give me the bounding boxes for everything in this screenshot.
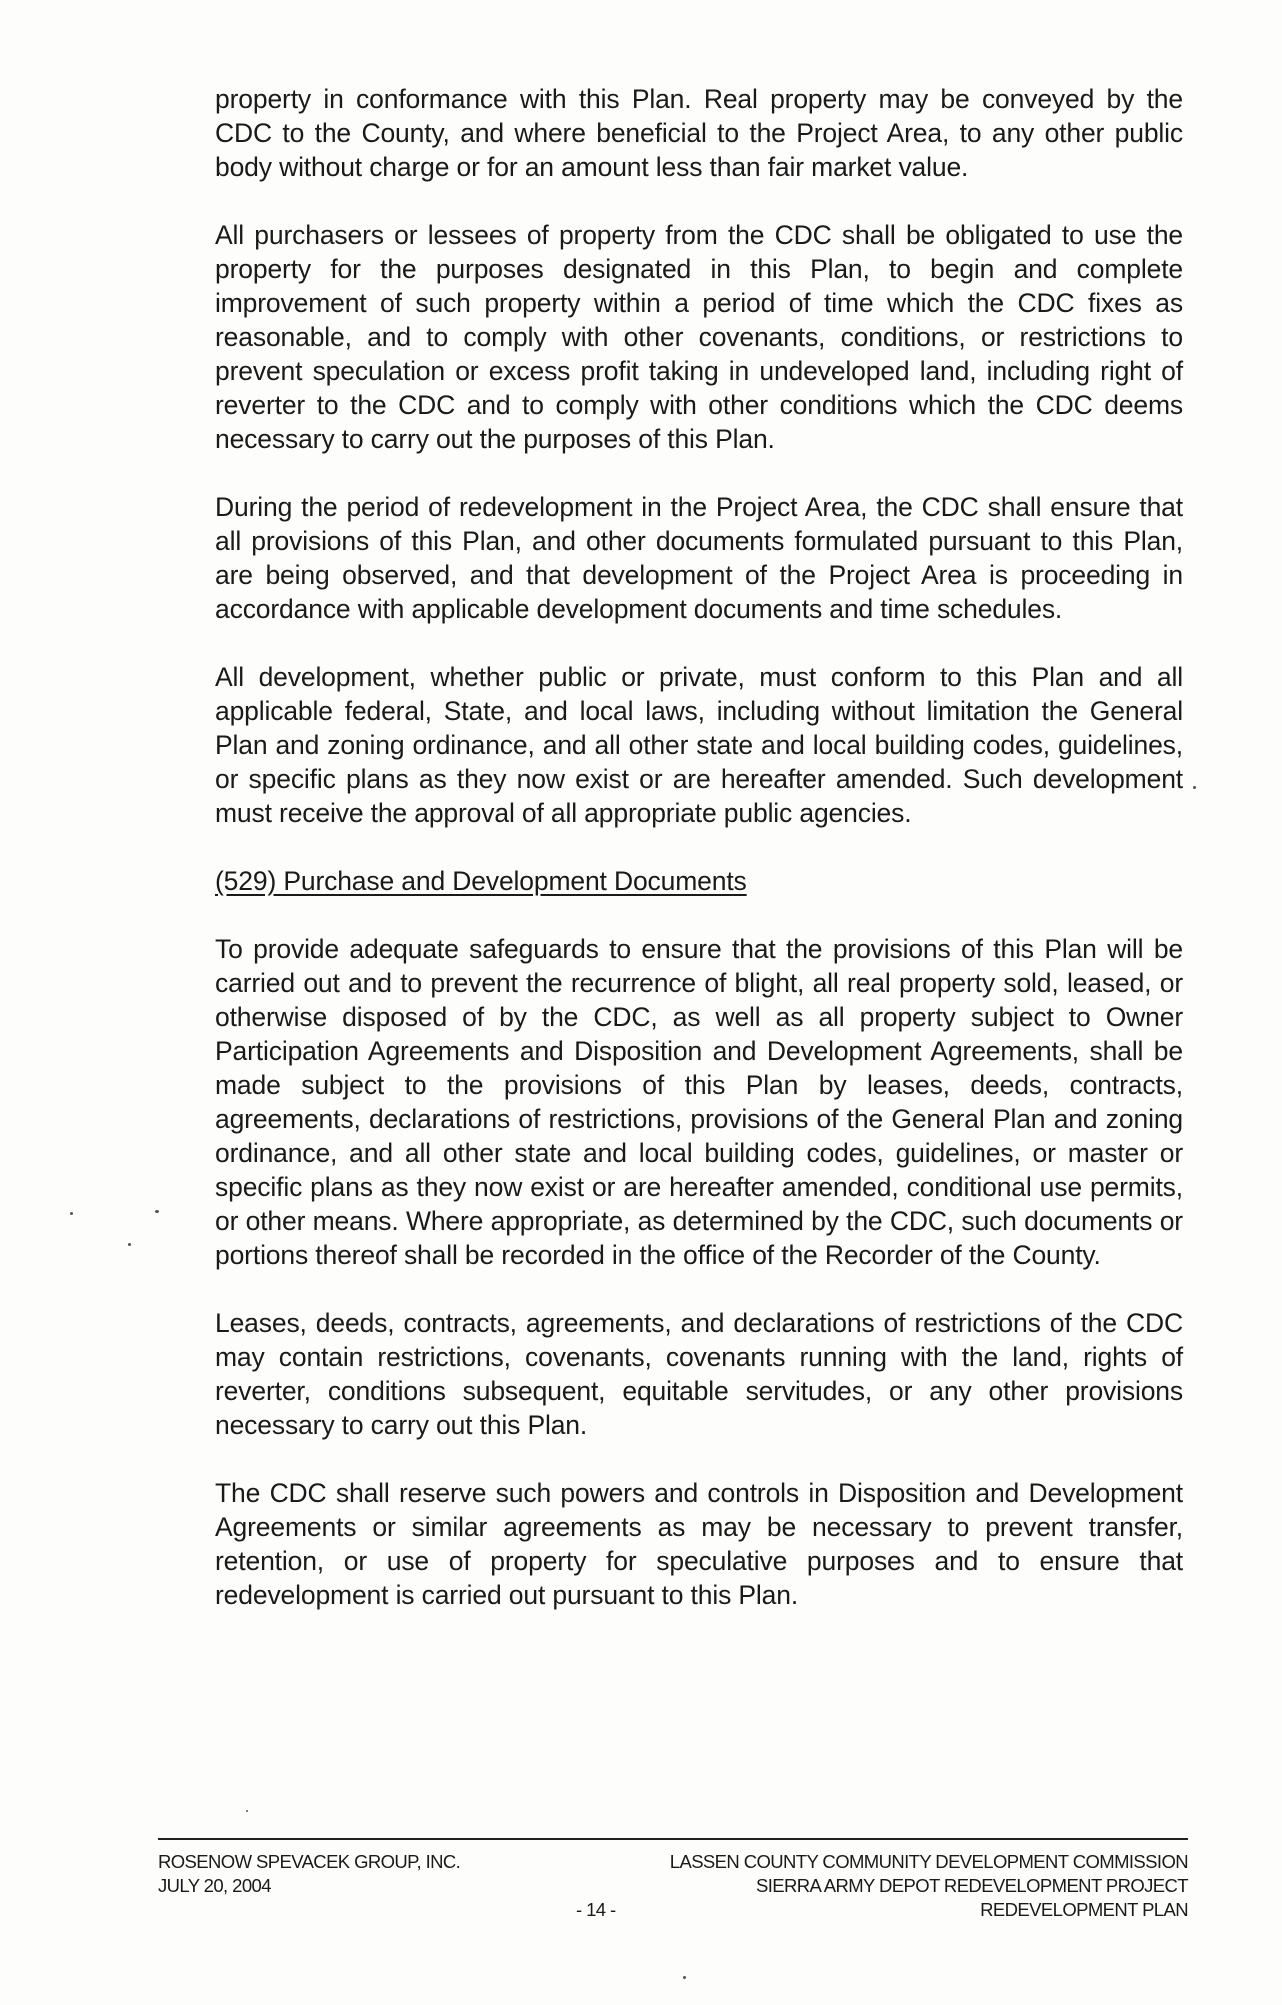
paragraph-redevelopment-period: During the period of redevelopment in the Project Area, the CDC shall ensure that all provisions of this Plan, and other documents formulated pursuant to this Plan, are being observed, and that development of the Project Area is proceeding in accordance with applicable development documents and time schedules.: [215, 492, 1183, 624]
scan-speck: [70, 1212, 73, 1215]
page-footer: [158, 1838, 1188, 1920]
page-body: [215, 82, 1183, 1646]
paragraph-reserved-powers: The CDC shall reserve such powers and controls in Disposition and Development Agreements or similar agreements as may be necessary to prevent transfer, retention, or use of property for speculative purposes and to ensure that redevelopment is carried out pursuant to this Plan.: [215, 1478, 1183, 1610]
footer-commission: LASSEN COUNTY COMMUNITY DEVELOPMENT COMMISSION: [669, 1851, 1188, 1872]
footer-company: ROSENOW SPEVACEK GROUP, INC.: [158, 1851, 461, 1872]
footer-right-block: [670, 1850, 1188, 1922]
footer-left-block: [158, 1850, 460, 1898]
section-heading: (529) Purchase and Development Documents: [215, 866, 747, 896]
scan-speck: [1193, 786, 1196, 789]
footer-date: JULY 20, 2004: [158, 1875, 271, 1896]
paragraph-restrictions: Leases, deeds, contracts, agreements, and declarations of restrictions of the CDC may contain restrictions, covenants, covenants running with the land, rights of reverter, conditions subsequent, equitable servitudes, or any other provisions necessary to carry out this Plan.: [215, 1308, 1183, 1440]
paragraph-property-conveyance: property in conformance with this Plan. Real property may be conveyed by the CDC to the County, and where beneficial to the Project Area, to any other public body without charge or for an amount less than fair market value.: [215, 84, 1183, 182]
footer-plan-title: REDEVELOPMENT PLAN: [980, 1899, 1188, 1920]
scan-speck: [246, 1810, 248, 1812]
scan-speck: [128, 1243, 131, 1246]
scan-speck: [155, 1210, 159, 1213]
paragraph-safeguards: To provide adequate safeguards to ensure that the provisions of this Plan will be carried out and to prevent the recurrence of blight, all real property sold, leased, or otherwise disposed of by the CDC, as well as all property subject to Owner Participation Agreements and Disposition and Development Agreements, shall be made subject to the provisions of this Plan by leases, deeds, contracts, agreements, declarations of restrictions, provisions of the General Plan and zoning ordinance, and all other state and local building codes, guidelines, or master or specific plans as they now exist or are hereafter amended, conditional use permits, or other means. Where appropriate, as determined by the CDC, such documents or portions thereof shall be recorded in the office of the Recorder of the County.: [215, 934, 1183, 1270]
footer-project: SIERRA ARMY DEPOT REDEVELOPMENT PROJECT: [755, 1875, 1188, 1896]
scan-speck: [683, 1976, 686, 1979]
paragraph-purchaser-obligations: All purchasers or lessees of property from the CDC shall be obligated to use the property for the purposes designated in this Plan, to begin and complete improvement of such property within a period of time which the CDC fixes as reasonable, and to comply with other covenants, conditions, or restrictions to prevent speculation or excess profit taking in undeveloped land, including right of reverter to the CDC and to comply with other conditions which the CDC deems necessary to carry out the purposes of this Plan.: [215, 220, 1183, 454]
paragraph-development-conformance: All development, whether public or private, must conform to this Plan and all applicable federal, State, and local laws, including without limitation the General Plan and zoning ordinance, and all other state and local building codes, guidelines, or specific plans as they now exist or are hereafter amended. Such development must receive the approval of all appropriate public agencies.: [215, 662, 1183, 828]
page-number: - 14 -: [576, 1899, 616, 1920]
